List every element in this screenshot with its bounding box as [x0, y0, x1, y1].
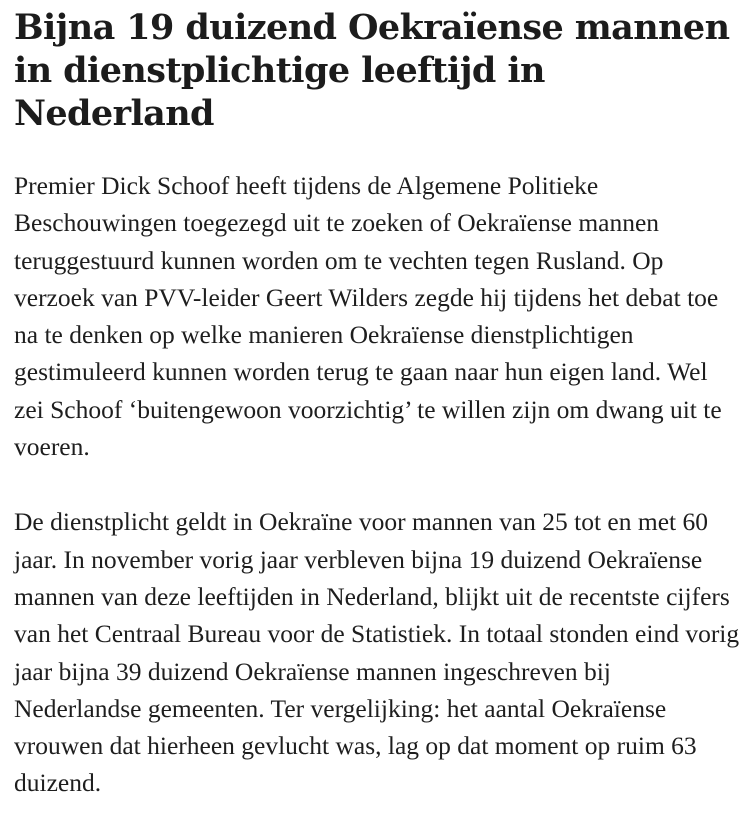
- article-paragraph: Premier Dick Schoof heeft tijdens de Algemene Politieke Beschouwingen toegezegd uit te zoeken of Oekraïense mannen teruggestuurd kunnen worden om te vechten tegen Rusland. Op verzoek van PVV-leider Geert Wilders zegde hij tijdens het debat toe na te denken op welke manieren Oekraïense dienstplichtigen gestimuleerd kunnen worden terug te gaan naar hun eigen land. Wel zei Schoof ‘buitengewoon voorzichtig’ te willen zijn om dwang uit te voeren.: [14, 171, 722, 462]
- article-paragraph: De dienstplicht geldt in Oekraïne voor mannen van 25 tot en met 60 jaar. In november vorig jaar verbleven bijna 19 duizend Oekraïense mannen van deze leeftijden in Nederland, blijkt uit de recentste cijfers van het Centraal Bureau voor de Statistiek. In totaal stonden eind vorig jaar bijna 39 duizend Oekraïense mannen ingeschreven bij Nederlandse gemeenten. Ter vergelijking: het aantal Oekraïense vrouwen dat hierheen gevlucht was, lag op dat moment op ruim 63 duizend.: [14, 507, 740, 798]
- article: [14, 6, 742, 802]
- article-headline: Bijna 19 duizend Oekraïense mannen in dienstplichtige leeftijd in Nederland: [14, 7, 730, 134]
